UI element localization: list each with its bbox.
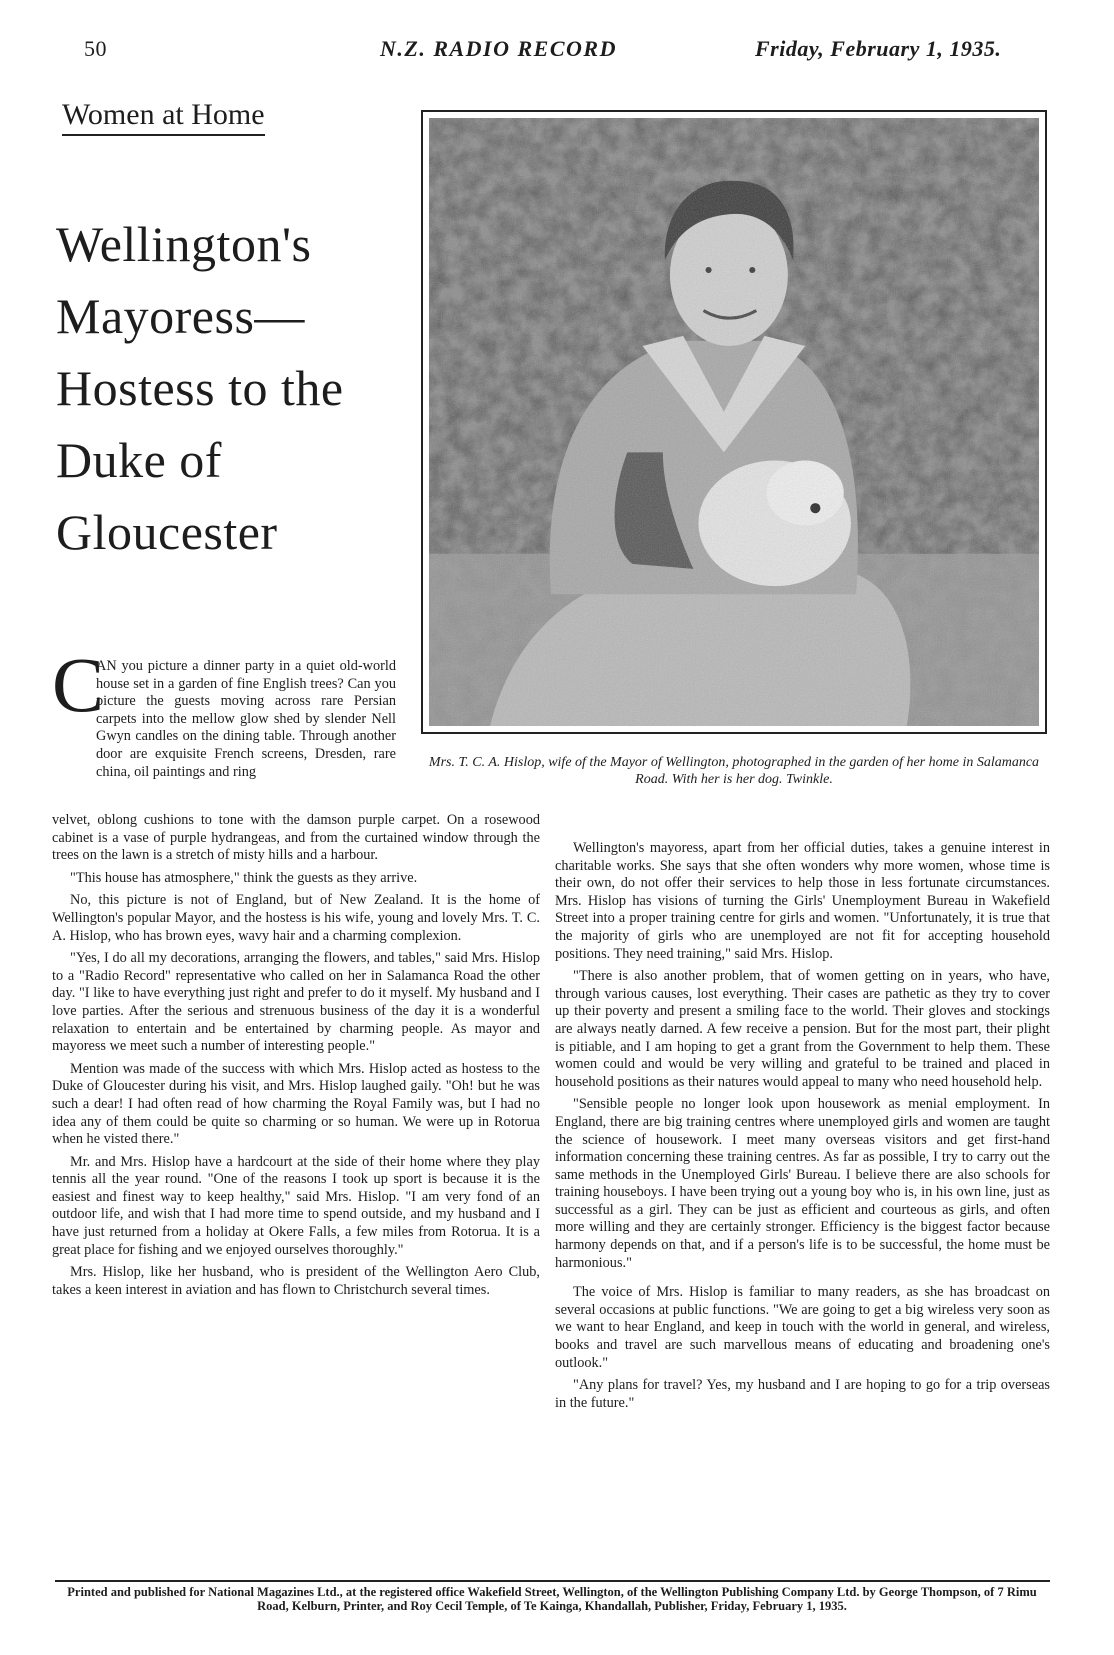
section-heading: Women at Home [62,98,265,136]
article-paragraph: No, this picture is not of England, but of New Zealand. It is the home of Wellington's popular Mayor, and the hostess is his wife, young and lovely Mrs. T. C. A. Hislop, who has brown eyes, wavy hair and a charming complexion. [52,892,540,944]
article-paragraph: "Any plans for travel? Yes, my husband and I are hoping to go for a trip overseas in the future." [555,1377,1050,1411]
article-paragraph: "This house has atmosphere," think the guests as they arrive. [70,869,418,886]
article-column-right [555,840,1050,1417]
drop-cap: C [52,641,105,728]
article-paragraph: The voice of Mrs. Hislop is familiar to many readers, as she has broadcast on several occasions at public functions. "We are going to get a big wireless very soon as we want to hear England, and keep in touch with the world in general, and wireless, books and travel are such marvellous means of educating and broadening one's outlook." [555,1284,1050,1371]
article-paragraph: "There is also another problem, that of women getting on in years, who have, through various causes, lost everything. Their cases are pathetic as they try to cover up their poverty and present a smiling face to the world. Their gloves and stockings are always neatly darned. A few receive a pension. But for the most part, their plight is pitiable, and I am hoping to get a grant from the Government to help them. These women could and would be very willing and grateful to be trained and placed in household positions as their natures would appeal to many who need household help. [555,968,1050,1090]
photo-caption: Mrs. T. C. A. Hislop, wife of the Mayor of Wellington, photographed in the garden of her home in Salamanca Road. With her is her dog. Twinkle. [428,755,1040,787]
article-headline: Wellington's Mayoress—Hostess to the Duke of Gloucester [56,216,344,560]
footer-divider [55,1580,1050,1582]
page-number: 50 [84,36,107,61]
issue-date: Friday, February 1, 1935. [755,36,1002,61]
imprint-footer: Printed and published for National Magazines Ltd., at the registered office Wakefield Street, Wellington, of the Wellington Publishing Company Ltd. by George Thompson, of 7 Rimu Road, Kelburn, Printer, and Roy Cecil Temple, of Te Kainga, Khandallah, Publisher, Friday, February 1, 1935. [67,1585,1037,1613]
article-column-left [52,812,540,1304]
article-paragraph: "Yes, I do all my decorations, arranging the flowers, and tables," said Mrs. Hislop to a "Radio Record" representative who called on her in Salamanca Road the other day. "I like to have everything just right and prefer to do it myself. My husband and I love parties. After the serious and strenuous business of the day it is a wonderful relaxation to entertain and be entertained by charming people. As mayor and mayoress we meet such a number of interesting people." [52,950,540,1055]
article-paragraph: velvet, oblong cushions to tone with the damson purple carpet. On a rosewood cabinet is a vase of purple hydrangeas, and from the curtained window through the trees on the lawn is a stretch of misty hills and a harbour. [52,812,540,864]
article-paragraph: Wellington's mayoress, apart from her official duties, takes a genuine interest in charitable works. She says that she often wonders why more women, whose time is their own, do not offer their services to help those in less fortunate circumstances. Mrs. Hislop has visions of turning the Girls' Unemployment Bureau in Wakefield Street into a proper training centre for girls and women. "Unfortunately, it is true that the majority of girls who are unemployed are not fit for accepting household positions. They need training," said Mrs. Hislop. [555,840,1050,962]
portrait-photo [421,110,1047,734]
magazine-title: N.Z. RADIO RECORD [380,36,617,61]
article-intro: AN you picture a dinner party in a quiet old-world house set in a garden of fine English trees? Can you picture the guests moving across rare Persian carpets into the mellow glow shed by slender Nell Gwyn candles on the dining table. Through another door are exquisite French screens, Dresden, rare china, oil paintings and ring [96,658,396,780]
article-paragraph: Mr. and Mrs. Hislop have a hardcourt at the side of their home where they play tennis all the year round. "One of the reasons I took up sport is because it is the easiest and finest way to keep healthy," said Mrs. Hislop. "I am very fond of an outdoor life, and wish that I had more time to spend outside, and my husband and I have just returned from a holiday at Okere Falls, a few miles from Rotorua. It is a great place for fishing and we enjoyed ourselves thoroughly." [52,1153,540,1258]
portrait-image [429,118,1039,726]
article-paragraph: Mention was made of the success with which Mrs. Hislop acted as hostess to the Duke of Gloucester during his visit, and Mrs. Hislop laughed gaily. "Oh! but he was such a dear! I had often read of how charming the Royal Family was, but I had no idea any of them could be quite so charming or so human. We were up in Rotorua when he visted there." [52,1060,540,1148]
article-paragraph: Mrs. Hislop, like her husband, who is president of the Wellington Aero Club, takes a keen interest in aviation and has flown to Christchurch several times. [52,1264,540,1298]
article-paragraph: "Sensible people no longer look upon housework as menial employment. In England, there are big training centres where unemployed girls and women are taught the science of housework. I meet many overseas visitors and get first-hand information concerning these training centres. As far as possible, I try to carry out the same methods in the Unemployed Girls' Bureau. I believe there are also schools for training houseboys. I have been trying out a young boy who is, in his own line, just as successful as a girl. They can be just as efficient and courteous as girls, and often more willing and they are certainly stronger. Efficiency is the biggest factor because harmony depends on that, and if a person's life is to be successful, the home must be harmonious." [555,1096,1050,1271]
